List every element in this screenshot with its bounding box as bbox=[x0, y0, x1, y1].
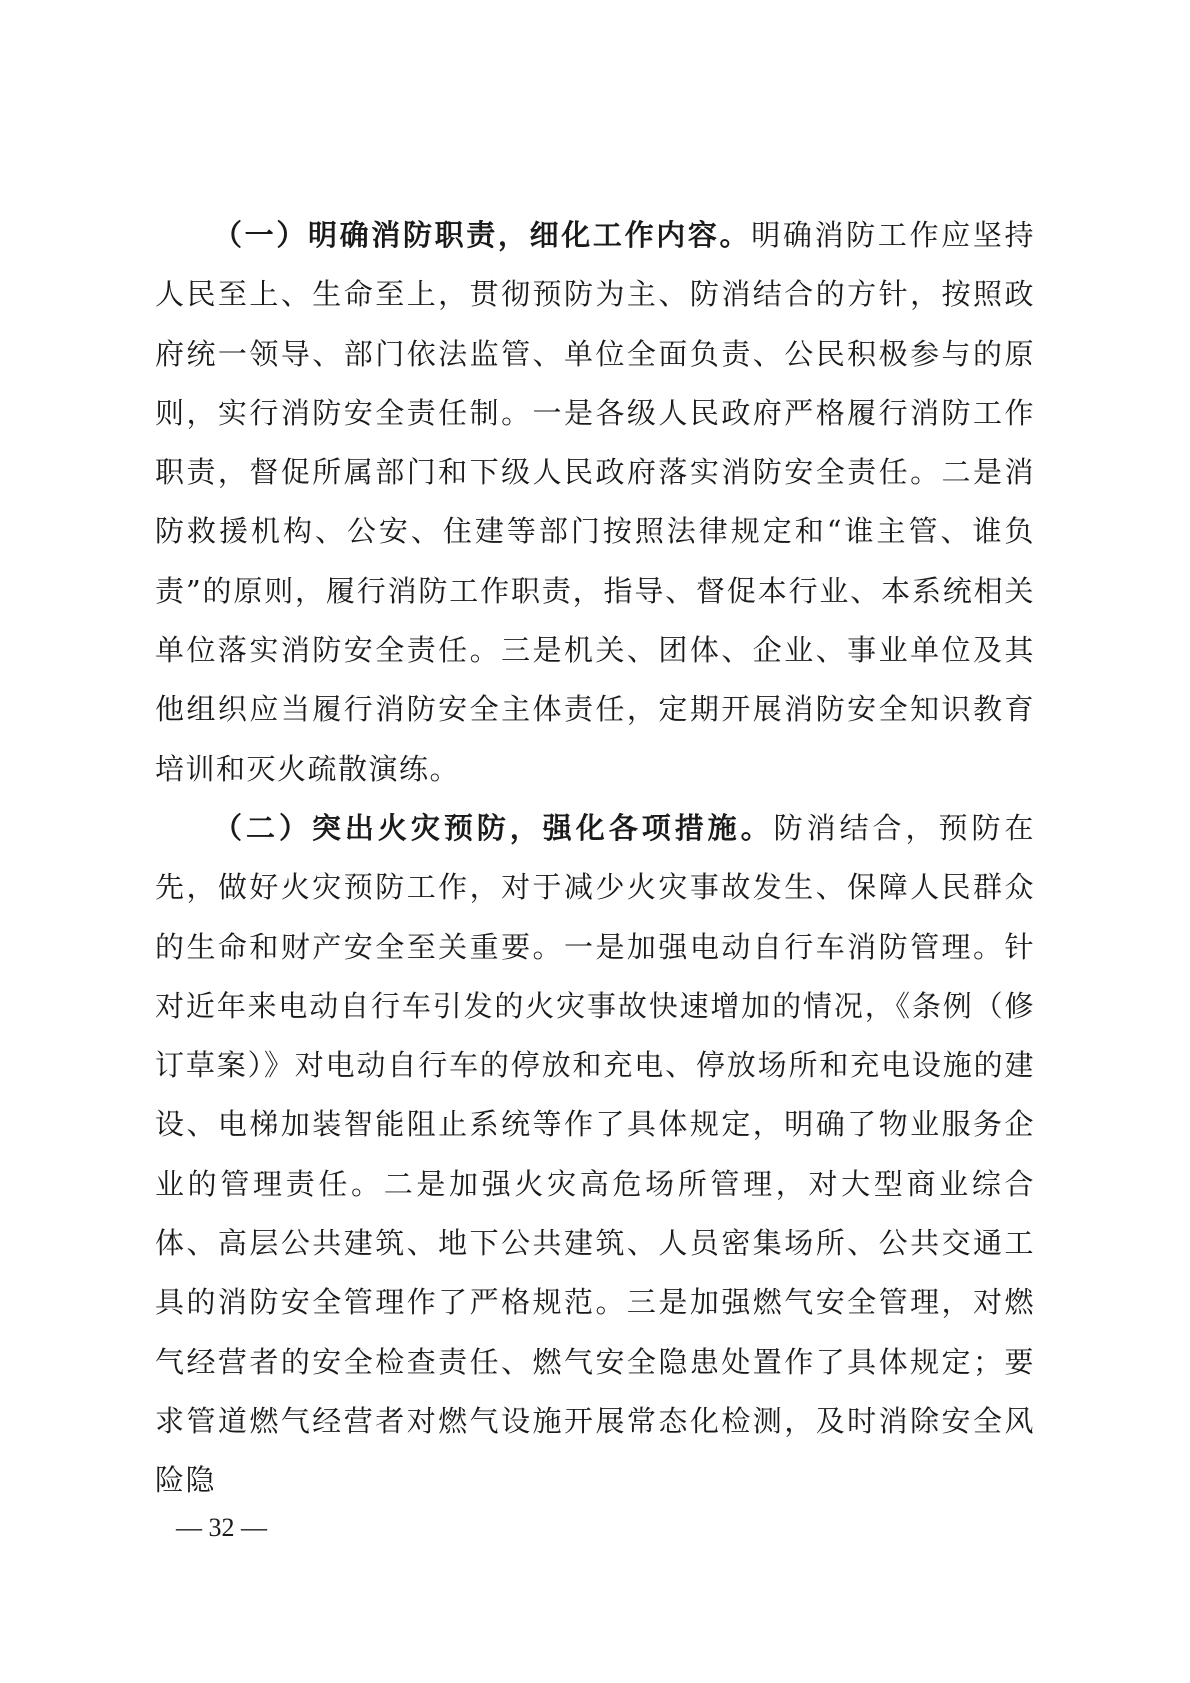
paragraph-2-text: 防消结合，预防在先，做好火灾预防工作，对于减少火灾事故发生、保障人民群众的生命和财产安全至关重要。一是加强电动自行车消防管理。针对近年来电动自行车引发的火灾事故快速增加的情况，《条例（修订草案）》对电动自行车的停放和充电、停放场所和充电设施的建设、电梯加装智能阻止系统等作了具体规定，明确了物业服务企业的管理责任。二是加强火灾高危场所管理，对大型商业综合体、高层公共建筑、地下公共建筑、人员密集场所、公共交通工具的消防安全管理作了严格规范。三是加强燃气安全管理，对燃气经营者的安全检查责任、燃气安全隐患处置作了具体规定；要求管道燃气经营者对燃气设施开展常态化检测，及时消除安全风险隐 bbox=[155, 810, 1035, 1498]
page-number: — 32 — bbox=[176, 1513, 267, 1542]
paragraph-2 bbox=[155, 799, 1035, 1511]
paragraph-1-text: 明确消防工作应坚持人民至上、生命至上，贯彻预防为主、防消结合的方针，按照政府统一领导、部门依法监管、单位全面负责、公民积极参与的原则，实行消防安全责任制。一是各级人民政府严格履行消防工作职责，督促所属部门和下级人民政府落实消防安全责任。二是消防救援机构、公安、住建等部门按照法律规定和“谁主管、谁负责”的原则，履行消防工作职责，指导、督促本行业、本系统相关单位落实消防安全责任。三是机关、团体、企业、事业单位及其他组织应当履行消防安全主体责任，定期开展消防安全知识教育培训和灭火疏散演练。 bbox=[155, 218, 1035, 786]
paragraph-1 bbox=[155, 206, 1035, 799]
section-heading-1: （一）明确消防职责，细化工作内容。 bbox=[213, 218, 752, 252]
section-heading-2: （二）突出火灾预防，强化各项措施。 bbox=[213, 810, 774, 845]
document-body bbox=[155, 206, 1035, 1511]
